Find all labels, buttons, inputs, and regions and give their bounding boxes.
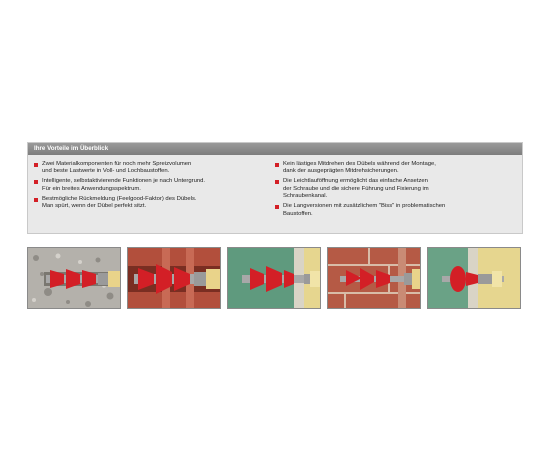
advantage-text: Kein lästiges Mitdrehen des Dübels während der Montage, dank der ausgeprägten Mitdrehsicherungen. — [283, 161, 436, 175]
red-square-bullet-icon — [275, 163, 279, 167]
advantages-left-column — [34, 161, 275, 221]
advantage-item — [275, 203, 516, 218]
concrete-anchor-image — [27, 247, 121, 309]
advantage-text: Intelligente, selbstaktivierende Funktionen je nach Untergrund. Für ein breites Anwendungsspektrum. — [42, 178, 206, 192]
red-square-bullet-icon — [34, 163, 38, 167]
advantages-panel — [27, 142, 523, 234]
advantage-item — [34, 161, 275, 176]
brick-knot-anchor-image — [327, 247, 421, 309]
drywall-anchor-image — [227, 247, 321, 309]
advantage-text: Zwei Materialkomponenten für noch mehr Spreizvolumen und beste Lastwerte in Voll- und Lochbaustoffen. — [42, 161, 192, 175]
panel-title: Ihre Vorteile im Überblick — [28, 143, 522, 155]
advantage-text: Die Leichtlauföffnung ermöglicht das einfache Ansetzen der Schraube und die sichere Führung und Fixierung im Schraubenkanal. — [283, 178, 429, 200]
red-square-bullet-icon — [275, 205, 279, 209]
advantage-item — [275, 178, 516, 200]
advantage-item — [34, 196, 275, 211]
red-square-bullet-icon — [34, 198, 38, 202]
application-images-strip — [27, 247, 523, 309]
advantages-right-column — [275, 161, 516, 221]
drywall-long-anchor-image — [427, 247, 521, 309]
advantage-item — [34, 178, 275, 193]
red-square-bullet-icon — [34, 180, 38, 184]
red-square-bullet-icon — [275, 180, 279, 184]
advantage-text: Bestmögliche Rückmeldung (Feelgood-Faktor) des Dübels. Man spürt, wenn der Dübel perfekt sitzt. — [42, 195, 197, 210]
hollow-brick-anchor-image — [127, 247, 221, 309]
advantage-text: Die Langversionen mit zusätzlichem "Biss" in problematischen Baustoffen. — [283, 203, 446, 217]
advantage-item — [275, 161, 516, 176]
